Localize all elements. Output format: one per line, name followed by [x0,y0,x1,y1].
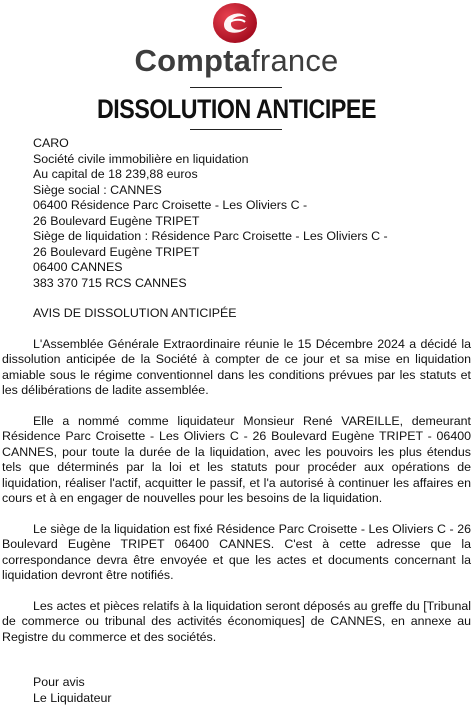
paragraph-filing: Les actes et pièces relatifs à la liquidation seront déposés au greffe du [Tribunal de commerce ou tribunal des activités économiques] de CANNES, en annexe au Registre du commerce et des sociétés. [2,598,471,644]
company-line: Siège social : CANNES [33,182,162,197]
closing-line: Le Liquidateur [33,690,112,705]
paragraph-decision: L'Assemblée Générale Extraordinaire réunie le 15 Décembre 2024 a décidé la dissolution anticipée de la Société à compter de ce jour et sa mise en liquidation amiable sous le régime conventionnel dans les conditions prévues par les statuts et les délibérations de ladite assemblée. [2,336,471,397]
closing-block [33,675,471,706]
comptafrance-logo-icon [212,2,258,44]
company-line: 26 Boulevard Eugène TRIPET [33,244,200,259]
company-header [33,136,471,291]
company-line: 06400 CANNES [33,260,123,274]
company-line: Siège de liquidation : Résidence Parc Croisette - Les Oliviers C - [33,229,388,243]
title-top-rule [190,87,282,88]
closing-line: Pour avis [33,675,85,689]
brand-name [0,44,473,78]
company-line: 26 Boulevard Eugène TRIPET [33,213,200,228]
brand-bold: Compta [134,43,252,78]
company-line: 383 370 715 RCS CANNES [33,275,187,290]
logo [0,0,473,85]
company-line: CARO [33,136,69,150]
title-bottom-rule [190,129,282,130]
paragraph-seat: Le siège de la liquidation est fixé Résidence Parc Croisette - Les Oliviers C - 26 Boulevard Eugène TRIPET 06400 CANNES. C'est à cette adresse que la correspondance devra être envoyée et que les actes et documents concernant la liquidation devront être notifiés. [2,521,471,582]
brand-light: france [251,43,339,78]
avis-heading: AVIS DE DISSOLUTION ANTICIPÉE [33,306,237,320]
paragraph-liquidator: Elle a nommé comme liquidateur Monsieur René VAREILLE, demeurant Résidence Parc Croisette - Les Oliviers C - 26 Boulevard Eugène TRIPET - 06400 CANNES, pour toute la durée de la liquidation, avec les pouvoirs les plus étendus tels que déterminés par la loi et les statuts pour procéder aux opérations de liquidation, réaliser l'actif, acquitter le passif, et l'a autorisé à continuer les affaires en cours et à en engager de nouvelles pour les besoins de la liquidation. [2,413,471,505]
company-line: Au capital de 18 239,88 euros [33,167,198,181]
company-line: 06400 Résidence Parc Croisette - Les Oliviers C - [33,198,308,212]
notice-body [2,136,471,706]
document-title: DISSOLUTION ANTICIPEE [96,94,377,124]
company-line: Société civile immobilière en liquidation [33,151,249,166]
